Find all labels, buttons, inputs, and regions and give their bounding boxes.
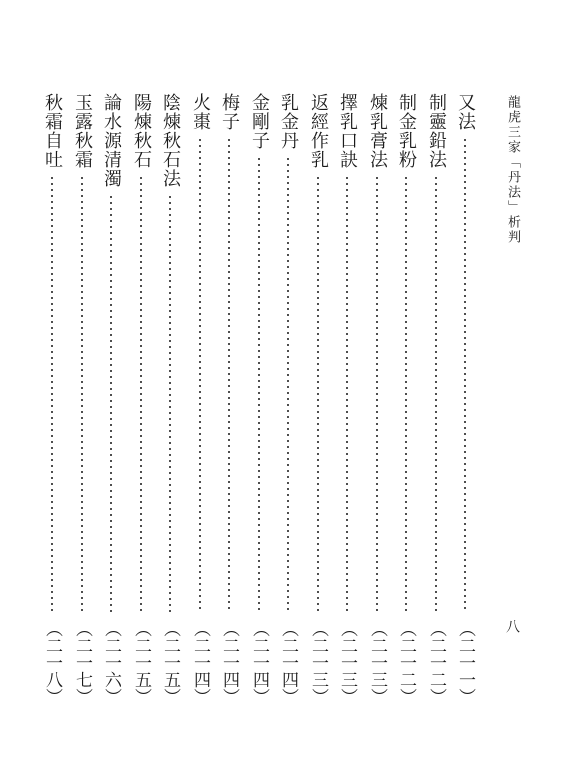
toc-dot-leader: [316, 175, 320, 613]
toc-entry-page: （二一八）: [42, 619, 62, 705]
toc-entry[interactable]: [366, 93, 388, 708]
toc-entry-page: （二一二）: [426, 619, 446, 705]
toc-entry[interactable]: [425, 93, 447, 708]
toc-entry[interactable]: [41, 93, 63, 708]
toc-entry-title: 陰煉秋石法: [160, 93, 181, 188]
toc-entry-page: （二一四）: [249, 619, 269, 705]
toc-dot-leader: [345, 175, 349, 613]
toc-entry-title: 乳金丹: [278, 93, 299, 150]
toc-dot-leader: [168, 194, 172, 613]
toc-entry[interactable]: [71, 93, 93, 708]
toc-dot-leader: [109, 194, 113, 613]
toc-entry-title: 擇乳口訣: [337, 93, 358, 169]
toc-dot-leader: [50, 175, 54, 613]
toc-dot-leader: [227, 137, 231, 613]
toc-entry-title: 金剛子: [249, 93, 270, 150]
toc-dot-leader: [463, 137, 467, 613]
toc-entry-title: 火棗: [190, 93, 211, 131]
toc-entry[interactable]: [395, 93, 417, 708]
toc-entry-title: 玉露秋霜: [72, 93, 93, 169]
running-header-title: 龍虎三家「丹法」析判: [505, 95, 520, 245]
toc-entry[interactable]: [248, 93, 270, 708]
toc-entry-page: （二一三）: [308, 619, 328, 705]
toc-entry-page: （二一四）: [190, 619, 210, 705]
toc-entry-title: 返經作乳: [308, 93, 329, 169]
toc-dot-leader: [404, 175, 408, 613]
toc-entry-page: （二一五）: [160, 619, 180, 705]
toc-entry[interactable]: [130, 93, 152, 708]
toc-entry[interactable]: [189, 93, 211, 708]
toc-entry-page: （二一六）: [101, 619, 121, 705]
toc-dot-leader: [80, 175, 84, 613]
toc-entry-title: 陽煉秋石: [131, 93, 152, 169]
toc-entry-page: （二一七）: [72, 619, 92, 705]
toc-entry[interactable]: [277, 93, 299, 708]
toc-entry-page: （二一四）: [278, 619, 298, 705]
toc-dot-leader: [198, 137, 202, 613]
toc-entry[interactable]: [159, 93, 181, 708]
toc-entry-page: （二一二）: [396, 619, 416, 705]
page-number: 八: [504, 619, 520, 633]
toc-dot-leader: [286, 156, 290, 613]
toc-entry[interactable]: [307, 93, 329, 708]
toc-entry-title: 論水源清濁: [101, 93, 122, 188]
toc-entry-page: （二一三）: [367, 619, 387, 705]
toc-entry-title: 煉乳膏法: [367, 93, 388, 169]
toc-entry-page: （二一四）: [219, 619, 239, 705]
toc-entry-title: 秋霜自吐: [42, 93, 63, 169]
toc-entry-title: 梅子: [219, 93, 240, 131]
toc-dot-leader: [375, 175, 379, 613]
toc-entry-page: （二一三）: [337, 619, 357, 705]
toc-entry-title: 制金乳粉: [396, 93, 417, 169]
toc-entry-title: 又法: [455, 93, 476, 131]
toc-entry-page: （二一五）: [131, 619, 151, 705]
toc-entry[interactable]: [454, 93, 476, 708]
toc-dot-leader: [434, 175, 438, 613]
toc-entry-page: （二一一）: [455, 619, 475, 705]
toc-entry-title: 制靈鉛法: [426, 93, 447, 169]
toc-entry[interactable]: [336, 93, 358, 708]
toc-dot-leader: [139, 175, 143, 613]
toc-entry[interactable]: [100, 93, 122, 708]
toc-dot-leader: [257, 156, 261, 613]
toc-entry[interactable]: [218, 93, 240, 708]
